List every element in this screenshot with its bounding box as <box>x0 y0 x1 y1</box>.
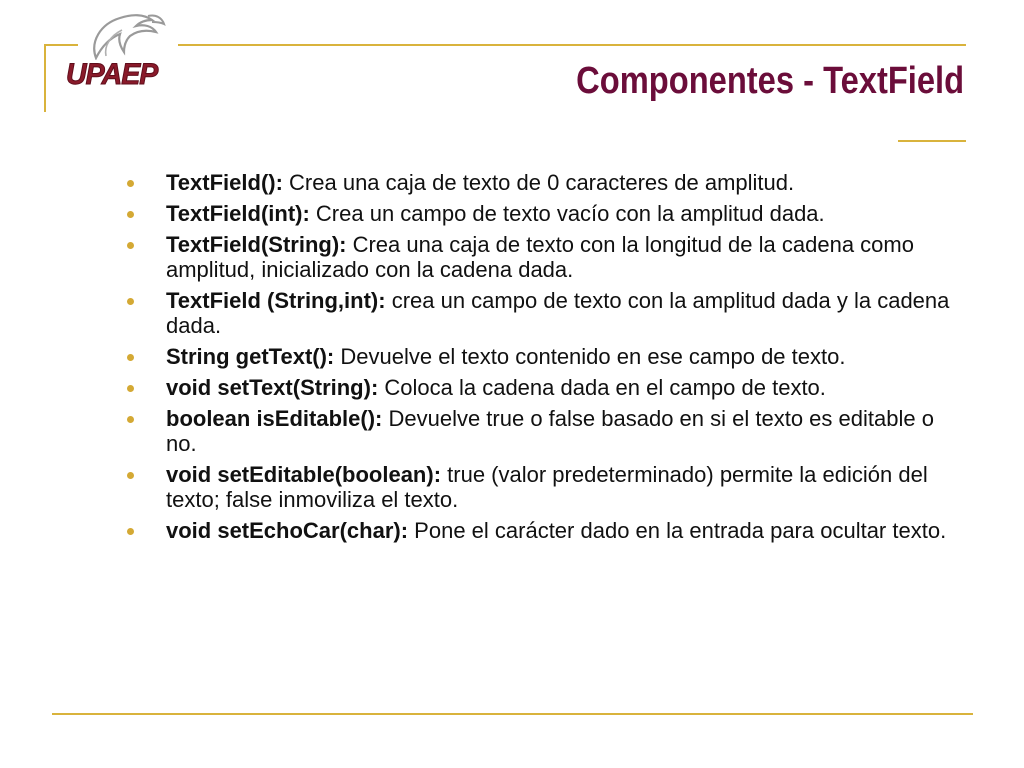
bullet-term: TextField(int): <box>166 201 310 226</box>
bullet-term: void setEchoCar(char): <box>166 518 409 543</box>
top-divider <box>178 44 966 46</box>
upaep-logo <box>64 8 184 98</box>
bullet-description: true (valor predeterminado) permite la edición del texto; false inmoviliza el texto. <box>166 462 928 512</box>
bullet-description: Devuelve el texto contenido en ese campo de texto. <box>334 344 846 369</box>
slide-title: Componentes - TextField <box>576 60 964 102</box>
bullet-description: Coloca la cadena dada en el campo de texto. <box>378 375 826 400</box>
bullet-item <box>126 518 956 543</box>
bullet-item <box>126 201 956 226</box>
bullet-marker <box>127 298 134 305</box>
bullet-term: String getText(): <box>166 344 335 369</box>
frame-bracket-vertical <box>44 44 46 112</box>
bullet-item <box>126 170 956 195</box>
title-underline <box>898 140 966 142</box>
bullet-marker <box>127 385 134 392</box>
bullet-marker <box>127 242 134 249</box>
bullet-item <box>126 375 956 400</box>
bullet-term: void setEditable(boolean): <box>166 462 442 487</box>
bullet-marker <box>127 354 134 361</box>
bullet-marker <box>127 180 134 187</box>
bullet-item <box>126 288 956 338</box>
logo-wordmark: UPAEP <box>66 58 158 91</box>
bullet-description: Crea una caja de texto con la longitud de la cadena como amplitud, inicializado con la cadena dada. <box>166 232 914 282</box>
bullet-term: void setText(String): <box>166 375 379 400</box>
bullet-item <box>126 406 956 456</box>
bullet-description: Crea un campo de texto vacío con la amplitud dada. <box>309 201 825 226</box>
bullet-description: Devuelve true o false basado en si el texto es editable o no. <box>166 406 934 456</box>
bullet-term: TextField(String): <box>166 232 347 257</box>
bullet-item <box>126 232 956 282</box>
bullet-term: TextField(): <box>166 170 283 195</box>
bullet-item <box>126 344 956 369</box>
eagle-logo-icon <box>86 8 166 60</box>
bullet-description: Crea una caja de texto de 0 caracteres de amplitud. <box>282 170 795 195</box>
bullet-description: crea un campo de texto con la amplitud dada y la cadena dada. <box>166 288 950 338</box>
bottom-divider <box>52 713 973 715</box>
bullet-list <box>126 170 956 549</box>
bullet-marker <box>127 416 134 423</box>
bullet-term: boolean isEditable(): <box>166 406 383 431</box>
bullet-marker <box>127 528 134 535</box>
bullet-marker <box>127 472 134 479</box>
bullet-item <box>126 462 956 512</box>
bullet-term: TextField (String,int): <box>166 288 386 313</box>
bullet-marker <box>127 211 134 218</box>
bullet-description: Pone el carácter dado en la entrada para ocultar texto. <box>408 518 947 543</box>
